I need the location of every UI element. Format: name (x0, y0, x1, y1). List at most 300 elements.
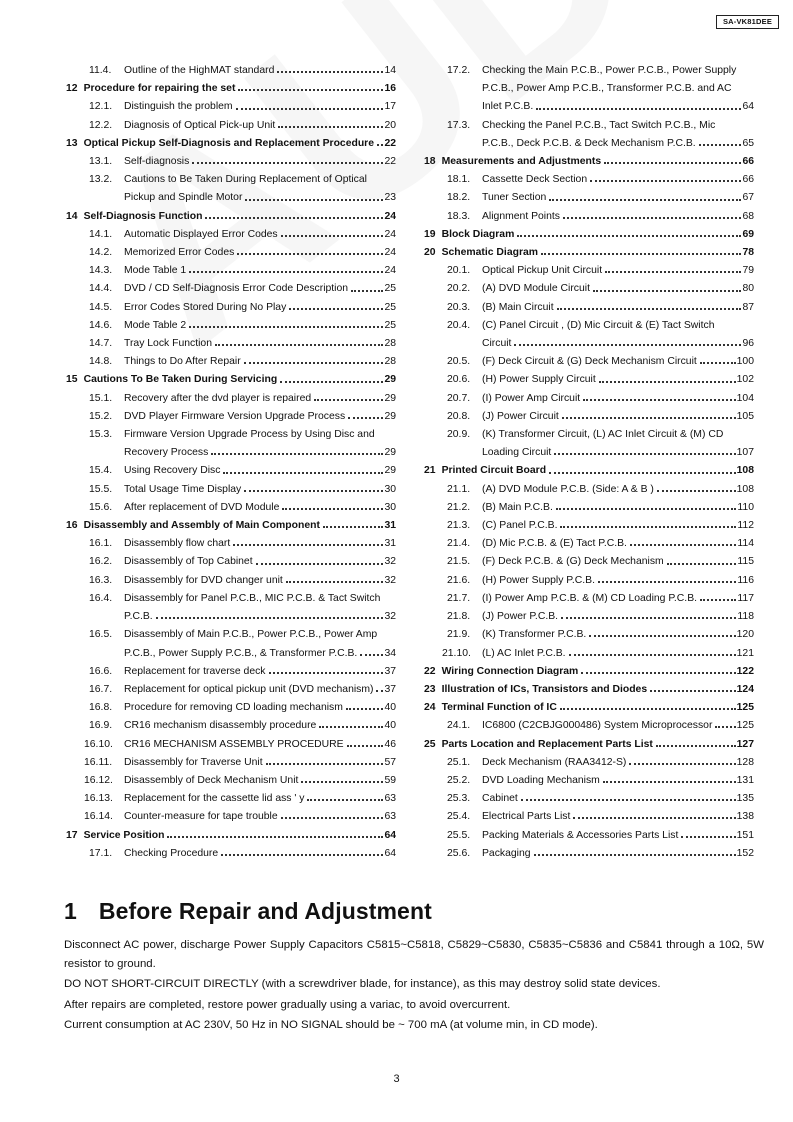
toc-entry-number: 16.4. (89, 592, 113, 604)
toc-dot-leader (563, 217, 741, 219)
toc-entry-number: 14.8. (89, 356, 113, 368)
toc-subsection-entry[interactable] (424, 772, 754, 790)
model-number-tag: SA-VK81DEE (716, 15, 779, 29)
toc-dot-leader (301, 781, 383, 783)
toc-entry-page: 25 (384, 319, 396, 331)
toc-entry-page: 40 (384, 702, 396, 714)
section-before-repair (64, 898, 764, 1037)
toc-entry-page: 67 (742, 192, 754, 204)
toc-section-entry[interactable] (424, 244, 754, 262)
toc-entry-title: Checking the Main P.C.B., Power P.C.B., Power Supply (482, 65, 737, 76)
toc-dot-leader (278, 126, 383, 128)
toc-entry-page: 100 (736, 356, 754, 368)
toc-entry-page: 32 (384, 574, 396, 586)
toc-entry-page: 127 (736, 738, 754, 750)
toc-entry-title-continued: P.C.B. (124, 611, 153, 623)
toc-entry-number: 16.11. (84, 756, 113, 768)
toc-entry-title: Automatic Displayed Error Codes (124, 228, 278, 240)
toc-entry-page: 20 (384, 119, 396, 131)
toc-entry-page: 23 (384, 192, 396, 204)
toc-subsection-entry[interactable] (424, 790, 754, 808)
toc-subsection-entry[interactable] (66, 699, 396, 717)
toc-dot-leader (514, 344, 741, 346)
toc-entry-number: 14.3. (89, 265, 113, 277)
toc-entry-title: (C) Panel Circuit , (D) Mic Circuit & (E) Tact Switch (482, 319, 715, 331)
toc-section-entry[interactable] (424, 736, 754, 754)
toc-entry-page: 79 (742, 265, 754, 277)
toc-entry-page: 104 (736, 392, 754, 404)
toc-subsection-entry[interactable] (66, 681, 396, 699)
toc-entry-page: 64 (384, 829, 396, 841)
toc-subsection-entry[interactable] (66, 663, 396, 681)
toc-entry-page: 30 (384, 501, 396, 513)
toc-dot-leader (238, 89, 383, 91)
toc-entry-page: 65 (742, 137, 754, 149)
toc-dot-leader (189, 271, 383, 273)
toc-subsection-entry[interactable] (424, 371, 754, 389)
toc-subsection-entry[interactable] (424, 717, 754, 735)
toc-subsection-entry[interactable] (66, 335, 396, 353)
toc-dot-leader (517, 235, 741, 237)
toc-entry-line (66, 626, 396, 644)
toc-section-entry[interactable] (424, 699, 754, 717)
toc-entry-title: (A) DVD Module P.C.B. (Side: A & B ) (482, 483, 654, 495)
toc-entry-number: 12.2. (89, 119, 113, 131)
toc-entry-number: 25.6. (447, 847, 471, 859)
toc-subsection-entry[interactable] (424, 280, 754, 298)
toc-entry-page: 125 (736, 702, 754, 714)
toc-dot-leader (205, 217, 383, 219)
toc-entry-title: (F) Deck Circuit & (G) Deck Mechanism Circuit (482, 356, 697, 368)
toc-entry-page: 131 (736, 774, 754, 786)
toc-subsection-entry[interactable] (66, 98, 396, 116)
toc-entry-number: 15.4. (89, 465, 113, 477)
toc-dot-leader (700, 362, 736, 364)
toc-dot-leader (569, 654, 736, 656)
toc-entry-title: Optical Pickup Unit Circuit (482, 265, 603, 277)
toc-entry-number: 21.6. (447, 574, 471, 586)
toc-dot-leader (282, 508, 383, 510)
toc-entry-number: 14.6. (89, 319, 113, 331)
toc-subsection-entry[interactable] (424, 754, 754, 772)
toc-entry-page: 24 (384, 228, 396, 240)
toc-entry-title: (K) Transformer P.C.B. (482, 629, 587, 641)
toc-entry-title: Replacement for optical pickup unit (DVD mechanism) (124, 683, 374, 695)
toc-dot-leader (156, 617, 384, 619)
toc-entry-number: 16.2. (89, 556, 113, 568)
toc-section-entry[interactable] (66, 827, 396, 845)
toc-subsection-entry[interactable] (424, 189, 754, 207)
toc-entry-page: 124 (736, 683, 754, 695)
toc-dot-leader (286, 581, 384, 583)
toc-entry-page: 28 (384, 338, 396, 350)
toc-subsection-entry[interactable] (66, 117, 396, 135)
toc-dot-leader (656, 745, 736, 747)
toc-subsection-entry[interactable] (424, 208, 754, 226)
toc-entry-title-continued: Pickup and Spindle Motor (124, 192, 243, 204)
toc-entry-number: 16.13. (84, 793, 113, 805)
toc-entry-page: 66 (742, 174, 754, 186)
toc-subsection-entry[interactable] (66, 153, 396, 171)
toc-subsection-entry[interactable] (424, 262, 754, 280)
toc-entry-page: 114 (737, 538, 754, 550)
toc-entry-title: Things to Do After Repair (124, 356, 241, 368)
section-heading (64, 898, 764, 925)
toc-subsection-entry[interactable] (66, 590, 396, 626)
toc-entry-number: 21.3. (447, 520, 471, 532)
toc-subsection-entry[interactable] (66, 299, 396, 317)
toc-entry-page: 138 (736, 811, 754, 823)
toc-dot-leader (581, 672, 735, 674)
toc-subsection-entry[interactable] (66, 535, 396, 553)
toc-entry-page: 107 (736, 447, 754, 459)
toc-entry-number: 20.3. (447, 301, 471, 313)
toc-entry-title: Parts Location and Replacement Parts List (441, 738, 653, 750)
toc-subsection-entry[interactable] (66, 353, 396, 371)
toc-dot-leader (244, 362, 384, 364)
toc-subsection-entry[interactable] (66, 553, 396, 571)
toc-subsection-entry[interactable] (66, 244, 396, 262)
toc-entry-page: 112 (737, 520, 754, 532)
toc-subsection-entry[interactable] (66, 845, 396, 863)
toc-entry-number: 21.2. (447, 501, 471, 513)
toc-entry-page: 116 (737, 574, 754, 586)
toc-subsection-entry[interactable] (424, 808, 754, 826)
toc-entry-number: 20.4. (447, 319, 471, 331)
toc-entry-title: Diagnosis of Optical Pick-up Unit (124, 119, 276, 131)
toc-section-entry[interactable] (424, 462, 754, 480)
toc-entry-title: Outline of the HighMAT standard (124, 65, 275, 76)
toc-entry-number: 18.1. (447, 174, 471, 186)
toc-entry-number: 16 (66, 520, 78, 532)
toc-subsection-entry[interactable] (424, 62, 754, 117)
toc-entry-title: (D) Mic P.C.B. & (E) Tact P.C.B. (482, 538, 627, 550)
toc-entry-page: 29 (384, 410, 396, 422)
toc-entry-page: 16 (384, 83, 396, 95)
toc-dot-leader (280, 381, 383, 383)
toc-entry-title: After replacement of DVD Module (124, 501, 280, 513)
toc-section-entry[interactable] (424, 663, 754, 681)
toc-subsection-entry[interactable] (66, 572, 396, 590)
toc-entry-title: (C) Panel P.C.B. (482, 520, 558, 532)
toc-entry-title: CR16 mechanism disassembly procedure (124, 720, 317, 732)
toc-subsection-entry[interactable] (66, 790, 396, 808)
toc-entry-title-continued: Inlet P.C.B. (482, 101, 534, 113)
toc-entry-number: 16.12. (84, 774, 113, 786)
toc-subsection-entry[interactable] (66, 317, 396, 335)
toc-subsection-entry[interactable] (66, 754, 396, 772)
toc-dot-leader (541, 253, 741, 255)
toc-entry-number: 15.1. (89, 392, 113, 404)
toc-subsection-entry[interactable] (66, 481, 396, 499)
toc-subsection-entry[interactable] (66, 462, 396, 480)
toc-entry-number: 25.5. (447, 829, 471, 841)
toc-dot-leader (348, 417, 383, 419)
toc-entry-number: 13 (66, 137, 78, 149)
toc-entry-title: Wiring Connection Diagram (441, 665, 579, 677)
toc-section-entry[interactable] (66, 135, 396, 153)
toc-subsection-entry[interactable] (424, 645, 754, 663)
toc-entry-number: 14.5. (89, 301, 113, 313)
toc-entry-number: 18.3. (447, 210, 471, 222)
toc-entry-page: 151 (736, 829, 754, 841)
toc-subsection-entry[interactable] (66, 426, 396, 462)
toc-entry-page: 96 (742, 338, 754, 350)
toc-dot-leader (556, 508, 737, 510)
toc-entry-number: 20.1. (447, 265, 471, 277)
toc-entry-page: 105 (736, 410, 754, 422)
toc-entry-number: 17.3. (447, 119, 471, 131)
toc-subsection-entry[interactable] (66, 736, 396, 754)
toc-subsection-entry[interactable] (424, 572, 754, 590)
toc-subsection-entry[interactable] (424, 499, 754, 517)
toc-entry-number: 21.1. (447, 483, 471, 495)
toc-entry-title: Cautions to Be Taken During Replacement of Optical (124, 174, 367, 186)
toc-entry-page: 80 (742, 283, 754, 295)
toc-entry-page: 32 (384, 611, 396, 623)
toc-subsection-entry[interactable] (424, 299, 754, 317)
toc-entry-title: Measurements and Adjustments (441, 156, 602, 168)
toc-section-entry[interactable] (424, 681, 754, 699)
toc-entry-page: 108 (736, 483, 754, 495)
toc-entry-number: 21.4. (447, 538, 471, 550)
toc-entry-title: Disassembly and Assembly of Main Component (83, 520, 320, 532)
toc-subsection-entry[interactable] (424, 481, 754, 499)
toc-entry-line (424, 444, 754, 462)
toc-entry-number: 25.1. (447, 756, 471, 768)
toc-dot-leader (605, 271, 741, 273)
toc-dot-leader (521, 799, 736, 801)
toc-entry-page: 29 (384, 374, 396, 386)
toc-entry-page: 29 (384, 392, 396, 404)
toc-entry-title: DVD / CD Self-Diagnosis Error Code Description (124, 283, 349, 295)
toc-dot-leader (192, 162, 383, 164)
toc-entry-title: Procedure for repairing the set (83, 83, 236, 95)
toc-dot-leader (269, 672, 384, 674)
toc-entry-title: (F) Deck P.C.B. & (G) Deck Mechanism (482, 556, 664, 568)
toc-entry-title: (J) Power Circuit (482, 410, 559, 422)
toc-subsection-entry[interactable] (66, 62, 396, 80)
toc-entry-title: Counter-measure for tape trouble (124, 811, 278, 823)
toc-right-column (424, 62, 754, 863)
toc-entry-number: 16.3. (89, 574, 113, 586)
toc-dot-leader (245, 199, 383, 201)
toc-entry-title: DVD Loading Mechanism (482, 774, 600, 786)
toc-dot-leader (237, 253, 383, 255)
toc-dot-leader (699, 144, 742, 146)
toc-entry-number: 25.2. (447, 774, 471, 786)
toc-dot-leader (323, 526, 384, 528)
toc-dot-leader (346, 708, 384, 710)
toc-dot-leader (536, 108, 741, 110)
toc-subsection-entry[interactable] (424, 517, 754, 535)
toc-entry-title: (I) Power Amp P.C.B. & (M) CD Loading P.C.B. (482, 592, 698, 604)
toc-entry-title: CR16 MECHANISM ASSEMBLY PROCEDURE (124, 738, 344, 750)
toc-entry-page: 66 (742, 156, 754, 168)
toc-entry-number: 20.5. (447, 356, 471, 368)
toc-entry-number: 16.14. (84, 811, 113, 823)
toc-entry-number: 20.6. (447, 374, 471, 386)
toc-dot-leader (215, 344, 383, 346)
toc-subsection-entry[interactable] (66, 626, 396, 662)
toc-entry-page: 117 (737, 592, 754, 604)
toc-entry-title: Printed Circuit Board (441, 465, 547, 477)
toc-dot-leader (277, 71, 383, 73)
toc-subsection-entry[interactable] (424, 117, 754, 153)
toc-entry-page: 29 (384, 447, 396, 459)
toc-subsection-entry[interactable] (66, 262, 396, 280)
toc-entry-number: 20.2. (447, 283, 471, 295)
toc-dot-leader (233, 544, 383, 546)
toc-entry-line (66, 171, 396, 189)
toc-subsection-entry[interactable] (424, 553, 754, 571)
toc-entry-title: (H) Power Supply Circuit (482, 374, 596, 386)
toc-entry-title-continued: Loading Circuit (482, 447, 552, 459)
toc-subsection-entry[interactable] (66, 772, 396, 790)
toc-entry-number: 24 (424, 702, 436, 714)
toc-subsection-entry[interactable] (424, 317, 754, 353)
page-number: 3 (393, 1073, 400, 1085)
toc-subsection-entry[interactable] (66, 390, 396, 408)
toc-entry-line (66, 444, 396, 462)
toc-section-entry[interactable] (66, 208, 396, 226)
toc-entry-page: 68 (742, 210, 754, 222)
toc-entry-number: 17.2. (447, 65, 471, 76)
toc-entry-page: 31 (384, 520, 396, 532)
toc-entry-title: Disassembly for Panel P.C.B., MIC P.C.B. & Tact Switch (124, 592, 381, 604)
toc-entry-number: 15 (66, 374, 78, 386)
toc-entry-title: (H) Power Supply P.C.B. (482, 574, 595, 586)
toc-entry-page: 59 (384, 774, 396, 786)
toc-entry-title: Checking Procedure (124, 847, 219, 859)
toc-dot-leader (236, 108, 384, 110)
toc-subsection-entry[interactable] (66, 171, 396, 207)
section-number: 1 (64, 898, 77, 924)
toc-entry-number: 18 (424, 156, 436, 168)
toc-dot-leader (549, 472, 736, 474)
toc-entry-title-continued: Recovery Process (124, 447, 209, 459)
toc-entry-number: 21.10. (442, 647, 471, 659)
toc-subsection-entry[interactable] (424, 827, 754, 845)
toc-subsection-entry[interactable] (424, 535, 754, 553)
toc-subsection-entry[interactable] (66, 808, 396, 826)
toc-entry-title: Packaging (482, 847, 531, 859)
toc-entry-page: 25 (384, 283, 396, 295)
toc-entry-title: (B) Main Circuit (482, 301, 554, 313)
toc-entry-number: 20.9. (447, 429, 471, 441)
toc-dot-leader (681, 836, 735, 838)
toc-entry-title: IC6800 (C2CBJG000486) System Microprocessor (482, 720, 713, 732)
toc-dot-leader (244, 490, 383, 492)
toc-dot-leader (560, 708, 736, 710)
toc-entry-page: 64 (384, 847, 396, 859)
toc-entry-page: 87 (742, 301, 754, 313)
toc-dot-leader (376, 690, 383, 692)
toc-entry-number: 14.1. (89, 228, 113, 240)
toc-entry-page: 24 (384, 210, 396, 222)
toc-subsection-entry[interactable] (66, 280, 396, 298)
paragraph: Current consumption at AC 230V, 50 Hz in NO SIGNAL should be ~ 700 mA (at volume min, in CD mode). (64, 1019, 598, 1032)
toc-dot-leader (289, 308, 383, 310)
toc-entry-number: 21.9. (447, 629, 471, 641)
toc-entry-number: 23 (424, 683, 436, 695)
toc-section-entry[interactable] (424, 226, 754, 244)
toc-dot-leader (590, 180, 741, 182)
toc-section-entry[interactable] (66, 80, 396, 98)
toc-entry-title: (J) Power P.C.B. (482, 611, 559, 623)
toc-dot-leader (650, 690, 736, 692)
toc-entry-title: DVD Player Firmware Version Upgrade Process (124, 410, 346, 422)
toc-dot-leader (223, 472, 383, 474)
toc-dot-leader (589, 635, 735, 637)
toc-dot-leader (715, 726, 735, 728)
toc-entry-number: 25.3. (447, 793, 471, 805)
toc-dot-leader (599, 381, 736, 383)
toc-entry-title: Illustration of ICs, Transistors and Diodes (441, 683, 648, 695)
toc-dot-leader (534, 854, 736, 856)
toc-entry-title: Disassembly flow chart (124, 538, 231, 550)
toc-subsection-entry[interactable] (424, 353, 754, 371)
toc-entry-page: 78 (742, 247, 754, 259)
toc-subsection-entry[interactable] (66, 226, 396, 244)
toc-subsection-entry[interactable] (424, 608, 754, 626)
toc-subsection-entry[interactable] (424, 626, 754, 644)
toc-entry-page: 63 (384, 811, 396, 823)
toc-dot-leader (667, 563, 737, 565)
toc-subsection-entry[interactable] (66, 717, 396, 735)
toc-subsection-entry[interactable] (66, 499, 396, 517)
toc-section-entry[interactable] (66, 517, 396, 535)
toc-entry-number: 19 (424, 228, 436, 240)
toc-dot-leader (211, 453, 383, 455)
toc-subsection-entry[interactable] (424, 171, 754, 189)
toc-entry-page: 31 (384, 538, 396, 550)
toc-entry-number: 16.5. (89, 629, 113, 641)
toc-section-entry[interactable] (424, 153, 754, 171)
toc-entry-title: (K) Transformer Circuit, (L) AC Inlet Circuit & (M) CD (482, 429, 724, 441)
toc-entry-number: 14.2. (89, 247, 113, 259)
toc-subsection-entry[interactable] (424, 390, 754, 408)
toc-subsection-entry[interactable] (66, 408, 396, 426)
toc-entry-title: Alignment Points (482, 210, 560, 222)
toc-entry-number: 22 (424, 665, 436, 677)
toc-subsection-entry[interactable] (424, 590, 754, 608)
toc-entry-title: Recovery after the dvd player is repaired (124, 392, 312, 404)
toc-entry-title: Error Codes Stored During No Play (124, 301, 287, 313)
toc-entry-line (66, 426, 396, 444)
toc-entry-number: 12 (66, 83, 78, 95)
toc-entry-page: 125 (736, 720, 754, 732)
toc-subsection-entry[interactable] (424, 845, 754, 863)
toc-entry-page: 17 (384, 101, 396, 113)
toc-entry-title: (L) AC Inlet P.C.B. (482, 647, 566, 659)
toc-entry-number: 11.4. (89, 65, 112, 76)
toc-entry-number: 13.2. (89, 174, 113, 186)
toc-entry-title: Cabinet (482, 793, 518, 805)
toc-entry-title: Total Usage Time Display (124, 483, 242, 495)
toc-entry-page: 108 (736, 465, 754, 477)
toc-subsection-entry[interactable] (424, 408, 754, 426)
toc-dot-leader (360, 654, 383, 656)
toc-entry-number: 16.7. (89, 683, 113, 695)
toc-entry-title: Mode Table 1 (124, 265, 187, 277)
toc-entry-title: Packing Materials & Accessories Parts List (482, 829, 679, 841)
toc-entry-number: 21 (424, 465, 436, 477)
toc-dot-leader (561, 617, 736, 619)
toc-section-entry[interactable] (66, 371, 396, 389)
toc-entry-page: 24 (384, 247, 396, 259)
toc-subsection-entry[interactable] (424, 426, 754, 462)
